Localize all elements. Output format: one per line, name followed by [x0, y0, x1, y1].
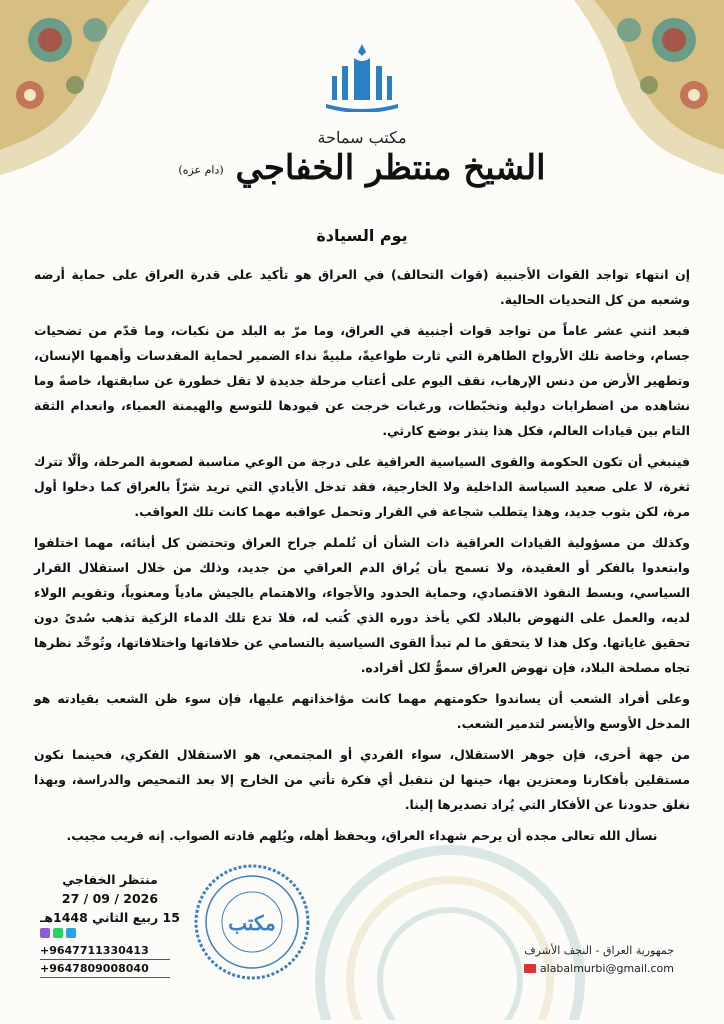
signature-block	[40, 870, 180, 927]
sheikh-name: الشيخ منتظر الخفاجي	[235, 148, 546, 188]
document-title: يوم السيادة	[316, 226, 408, 245]
background-watermark	[300, 830, 600, 1020]
viber-icon	[40, 928, 50, 938]
phone-number[interactable]: +9647711330413	[40, 942, 170, 960]
email-address[interactable]: alabalmurbi@gmail.com	[539, 962, 674, 975]
signer-name: منتظر الخفاجي	[62, 872, 158, 887]
paragraph: إن انتهاء تواجد القوات الأجنبية (قوات التحالف) في العراق هو تأكيد على قدرة العراق على حماية أرضه وشعبه من كل التحديات الحالية.	[34, 267, 690, 307]
date-gregorian: 2026 / 09 / 27	[61, 891, 159, 906]
contact-block	[40, 928, 170, 978]
closing-prayer: نسأل الله تعالى مجده أن يرحم شهداء العراق، ويحفظ أهله، ويُلهم قادته الصواب. إنه قريب مجيب.	[66, 828, 658, 843]
address: جمهورية العراق - النجف الأشرف	[524, 944, 674, 957]
paragraph: فبعد اثني عشر عاماً من تواجد قوات أجنبية في العراق، وما مرّ به البلد من نكبات، وما قدّم من تضحيات جسام، وخاصة تلك الأرواح الطاهرة التي ثارت طواعيةً، ملبيةً نداء الضمير لحماية المقدسات وأهمها الإنسان، وتطهير الأرض من دنس الإرهاب، نقف اليوم على أعتاب مرحلة جديدة لا تقل خطورة عن سابقتها، خاصةً وما نشاهده من اضطرابات دولية وتخبّطات، ورغبات خرجت عن قيودها للتوسع والهيمنة العمياء، وانعدام الثقة التام بين قيادات العالم، فكل هذا ينذر بوضع كارثي.	[34, 323, 690, 438]
office-label: مكتب سماحة	[317, 128, 407, 147]
email-row	[524, 962, 674, 975]
whatsapp-icon	[53, 928, 63, 938]
paragraph: من جهة أخرى، فإن جوهر الاستقلال، سواء الفردي أو المجتمعي، هو الاستقلال الفكري، فحينما نكون مستقلين بأفكارنا ومعتزين بها، حينها لن نتقبل أي فكرة تأتي من الخارج إلا بعد التمحيص والدراسة، وبهذا نغلق حدودنا عن الأفكار التي يُراد تصديرها إلينا.	[34, 747, 690, 812]
logo-emblem-icon	[312, 42, 412, 112]
date-hijri: 15 ربيع الثاني 1448هـ	[40, 910, 180, 925]
seal-label: مكتب	[228, 911, 276, 935]
paragraph: وكذلك من مسؤولية القيادات العراقية ذات الشأن أن تُلملم جراح العراق وتحتضن كل أبنائه، مهما اختلفوا وابتعدوا بالفكر أو العقيدة، ولا تسمح بأن يُراق الدم العراقي من جديد، وذلك من خلال استقلال القرار السياسي، وبسط النفوذ الاقتصادي، وحماية الحدود والأجواء، والاهتمام بالجيش مادياً ومعنوياً، وتقويم الولاء لديه، والعمل على النهوض بالبلاد لكي يأخذ دوره الذي كُتب له، فلا تدع تلك الدماء الزكية تذهب سُدىً دون تحقيق غاياتها. وكل هذا لا يتحقق ما لم تبدأ القوى السياسية بالتسامي عن خلافاتها واختلافاتها، وتُوحِّد نظرها تجاه مصلحة البلاد، فإن نهوض العراق سموٌّ لكل أفراده.	[34, 535, 690, 675]
office-logo	[312, 42, 412, 112]
paragraph: وعلى أفراد الشعب أن يساندوا حكومتهم مهما كانت مؤاخذاتهم عليها، فإن سوء ظن الشعب بقيادته هو المدخل الأوسع والأيسر لتدمير الشعب.	[34, 691, 690, 731]
paragraph: فينبغي أن تكون الحكومة والقوى السياسية العراقية على درجة من الوعي مناسبة لصعوبة المرحلة، وألّا تترك ثغرة، لا على صعيد السياسة الداخلية ولا الخارجية، فقد تدخل الأيادي التي تريد شرّاً بالعراق كما دخلوا أول مرة، لكن بثوب جديد، وهذا يتطلب شجاعة في القرار وتحمل عواقبه مهما كانت تلك العواقب.	[34, 454, 690, 519]
social-icons	[40, 928, 170, 938]
phone-number[interactable]: +9647809008040	[40, 960, 170, 978]
document-body	[34, 262, 690, 854]
sheikh-name-calligraphy	[0, 148, 724, 188]
telegram-icon	[66, 928, 76, 938]
mail-icon	[524, 964, 536, 973]
seal-stamp-icon	[190, 860, 315, 985]
mandala-watermark-icon	[300, 830, 600, 1020]
office-seal	[190, 860, 315, 985]
honorific-suffix: (دام عزه)	[178, 163, 224, 177]
